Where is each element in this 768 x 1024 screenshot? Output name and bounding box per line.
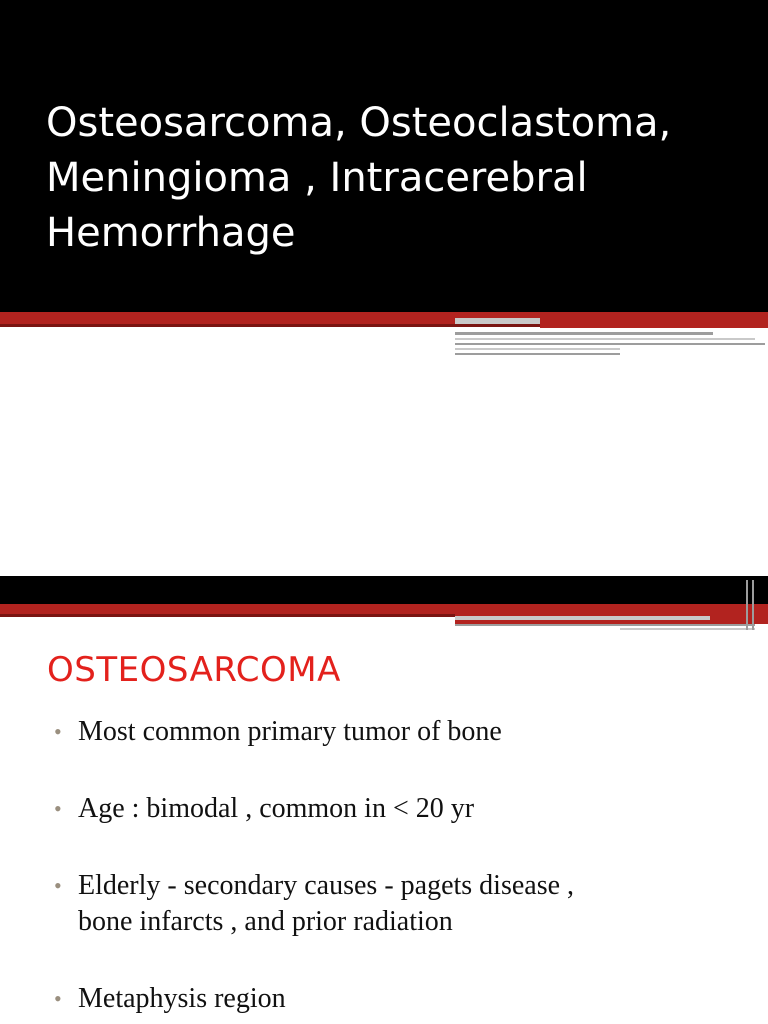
- list-item-text: Most common primary tumor of bone: [78, 716, 502, 747]
- title-line: Osteosarcoma, Osteoclastoma,: [46, 100, 672, 146]
- accent-line: [620, 628, 755, 630]
- list-item-text: bone infarcts , and prior radiation: [78, 906, 453, 937]
- list-item-text: Age : bimodal , common in < 20 yr: [78, 793, 475, 824]
- bullet-icon: •: [54, 873, 62, 898]
- bullet-icon: •: [54, 796, 62, 821]
- slide-title: [46, 96, 746, 261]
- accent-line: [455, 616, 710, 620]
- accent-line: [746, 580, 748, 630]
- accent-line: [455, 624, 755, 626]
- accent-line: [455, 348, 620, 350]
- title-line: Hemorrhage: [46, 210, 296, 256]
- list-item-text: Elderly - secondary causes - pagets disease ,: [78, 870, 575, 901]
- header-band: [0, 576, 768, 604]
- accent-line: [455, 318, 545, 324]
- accent-bar: [540, 314, 768, 328]
- list-item: [54, 714, 744, 750]
- list-item: [54, 868, 744, 940]
- accent-line: [455, 353, 620, 355]
- accent-line: [455, 332, 713, 335]
- accent-line: [752, 580, 754, 630]
- bullet-list: [54, 714, 744, 1017]
- list-item-text: Metaphysis region: [78, 983, 286, 1014]
- accent-line: [455, 338, 755, 340]
- bullet-icon: •: [54, 719, 62, 744]
- accent-bar: [455, 606, 768, 624]
- content-slide: [0, 576, 768, 1024]
- bullet-icon: •: [54, 986, 62, 1011]
- list-item: [54, 791, 744, 827]
- list-item: [54, 981, 744, 1017]
- section-heading: OSTEOSARCOMA: [47, 650, 341, 690]
- title-line: Meningioma , Intracerebral: [46, 155, 588, 201]
- accent-line: [455, 343, 765, 345]
